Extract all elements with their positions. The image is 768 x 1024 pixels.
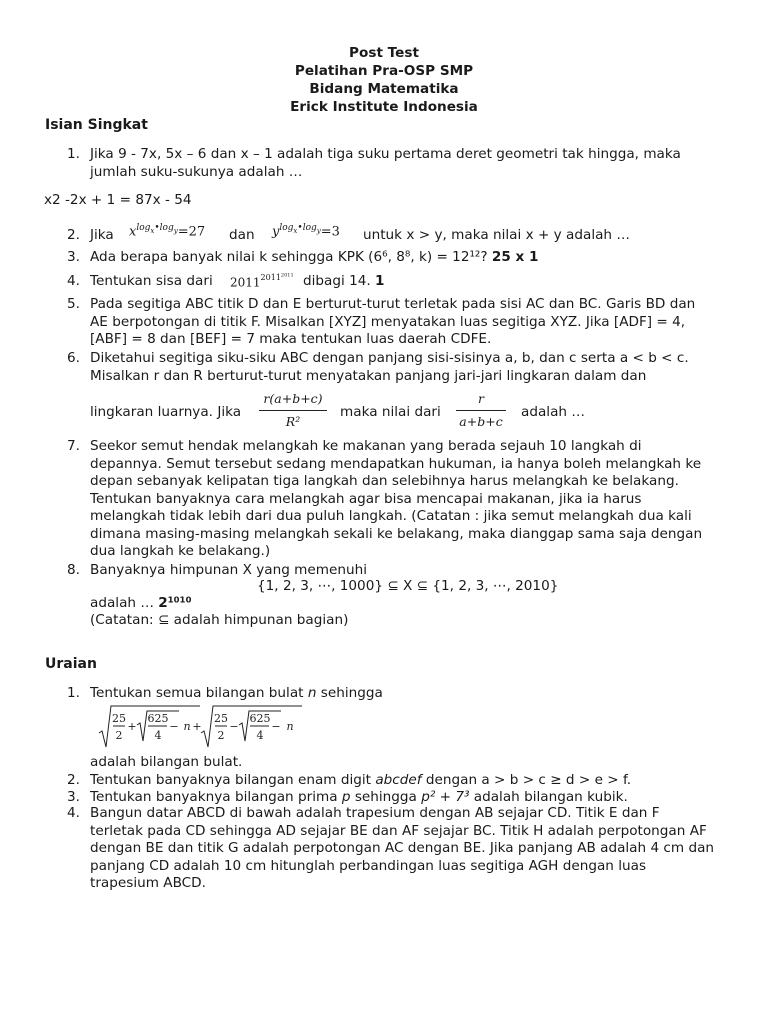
variable: n bbox=[307, 685, 317, 701]
question-number: 3. bbox=[67, 789, 80, 805]
svg-text:−: − bbox=[271, 720, 281, 733]
question-text: Ada berapa banyak nilai k sehingga KPK (6⁶, 8⁸, k) = 12¹²? bbox=[90, 249, 488, 265]
question-2 bbox=[67, 220, 716, 246]
question-text: maka nilai dari bbox=[340, 404, 441, 420]
svg-text:25: 25 bbox=[214, 712, 228, 725]
question-text: dan bbox=[229, 227, 255, 243]
uraian-question-4 bbox=[67, 805, 716, 895]
svg-text:+: + bbox=[127, 720, 137, 733]
svg-text:2: 2 bbox=[115, 729, 123, 742]
handwritten-note: x2 -2x + 1 = 87x - 54 bbox=[44, 192, 192, 208]
variable: abcdef bbox=[375, 772, 422, 788]
header-field: Bidang Matematika bbox=[309, 81, 459, 97]
svg-text:−: − bbox=[169, 720, 179, 733]
expression: p² + 7³ bbox=[421, 789, 470, 805]
header-institute: Erick Institute Indonesia bbox=[290, 99, 478, 115]
question-text: sehingga bbox=[320, 685, 383, 701]
question-number: 8. bbox=[67, 562, 80, 578]
question-7 bbox=[67, 438, 716, 564]
equation-2: $y^{log_x•log_y}=3$ bbox=[272, 223, 340, 240]
question-number: 7. bbox=[67, 438, 80, 454]
question-number: 1. bbox=[67, 685, 80, 701]
question-text: lingkaran luarnya. Jika bbox=[90, 404, 242, 420]
question-text: Tentukan banyaknya bilangan prima bbox=[90, 789, 338, 805]
handwritten-answer: 25 x 1 bbox=[491, 249, 539, 265]
variable: p bbox=[341, 789, 351, 805]
question-text: Bangun datar ABCD di bawah adalah trapesium dengan AB sejajar CD. Titik E dan F terletak pada CD sehingga AD sejajar BE dan AF sejajar BC. Titik H adalah perpotongan AF dengan BE dan titik G adalah perpotongan AC dengan BE. Jika panjang AB adalah 4 cm dan panjang CD adalah 10 cm hitunglah perbandingan luas segitiga AGH dengan luas trapesium ABCD. bbox=[90, 805, 715, 891]
question-5 bbox=[67, 296, 716, 350]
question-number: 4. bbox=[67, 805, 80, 821]
question-8 bbox=[67, 562, 716, 634]
uraian-question-1 bbox=[67, 685, 716, 771]
question-6 bbox=[67, 350, 716, 430]
svg-text:+: + bbox=[192, 720, 202, 733]
svg-text:−: − bbox=[229, 720, 239, 733]
question-text: Tentukan sisa dari bbox=[90, 273, 213, 289]
question-text: dengan a > b > c ≥ d > e > f. bbox=[425, 772, 632, 788]
header-subtitle: Pelatihan Pra-OSP SMP bbox=[294, 63, 474, 79]
equation-1: $x^{log_x•log_y}=27$ bbox=[129, 223, 206, 240]
question-text: untuk x > y, maka nilai x + y adalah … bbox=[363, 227, 630, 243]
question-text: adalah … bbox=[90, 595, 154, 611]
svg-text:n: n bbox=[183, 720, 191, 733]
question-text: Banyaknya himpunan X yang memenuhi bbox=[90, 562, 367, 578]
question-text: Tentukan banyaknya bilangan enam digit bbox=[90, 772, 371, 788]
handwritten-answer: 1 bbox=[375, 273, 385, 289]
handwritten-answer: 2¹⁰¹⁰ bbox=[158, 595, 192, 611]
power-expression: $2011^{2011^{2011}}$ bbox=[230, 272, 294, 290]
question-number: 5. bbox=[67, 296, 80, 312]
svg-text:4: 4 bbox=[256, 729, 264, 742]
svg-text:625: 625 bbox=[249, 712, 271, 725]
question-number: 1. bbox=[67, 146, 80, 162]
question-note: (Catatan: ⊆ adalah himpunan bagian) bbox=[90, 612, 349, 628]
svg-text:625: 625 bbox=[147, 712, 169, 725]
question-text: dibagi 14. bbox=[303, 273, 371, 289]
question-number: 6. bbox=[67, 350, 80, 366]
svg-text:4: 4 bbox=[154, 729, 162, 742]
question-number: 2. bbox=[67, 227, 80, 243]
set-formula: {1, 2, 3, ⋯, 1000} ⊆ X ⊆ {1, 2, 3, ⋯, 2010} bbox=[257, 578, 559, 594]
question-4 bbox=[67, 266, 716, 294]
question-text: sehingga bbox=[354, 789, 417, 805]
question-text: Tentukan semua bilangan bulat bbox=[90, 685, 304, 701]
question-text: adalah … bbox=[521, 404, 585, 420]
section-uraian-title: Uraian bbox=[45, 656, 97, 672]
fraction-2: r a+b+c bbox=[456, 390, 506, 430]
header-title: Post Test bbox=[349, 45, 419, 61]
question-number: 4. bbox=[67, 273, 80, 289]
section-isian-singkat-title: Isian Singkat bbox=[45, 117, 148, 133]
question-text: adalah bilangan kubik. bbox=[473, 789, 628, 805]
question-number: 3. bbox=[67, 249, 80, 265]
uraian-question-2 bbox=[67, 772, 716, 790]
question-number: 2. bbox=[67, 772, 80, 788]
question-text: Jika 9 - 7x, 5x – 6 dan x – 1 adalah tiga suku pertama deret geometri tak hingga, maka jumlah suku-sukunya adalah … bbox=[90, 146, 681, 180]
question-text: Seekor semut hendak melangkah ke makanan yang berada sejauh 10 langkah di depannya. Semut tersebut sedang mendapatkan hukuman, ia hanya boleh melangkah ke depan sebanyak kelipatan tiga langkah dan selebihnya harus melangkah ke belakang. Tentukan banyaknya cara melangkah agar bisa mencapai makanan, jika ia harus melangkah tidak lebih dari dua puluh langkah. (Catatan : jika semut melangkah dua kali dimana masing-masing melangkah sekali ke belakang, maka dianggap sama saja dengan dua langkah ke belakang.) bbox=[90, 438, 703, 559]
question-3 bbox=[67, 249, 716, 267]
question-1 bbox=[67, 146, 716, 182]
fraction-1: r(a+b+c) R² bbox=[259, 390, 327, 430]
svg-text:2: 2 bbox=[217, 729, 225, 742]
document-header bbox=[0, 44, 768, 116]
svg-text:n: n bbox=[286, 720, 294, 733]
question-text: Jika bbox=[90, 227, 114, 243]
question-text: Pada segitiga ABC titik D dan E berturut-turut terletak pada sisi AC dan BC. Garis BD dan AE berpotongan di titik F. Misalkan [XYZ] menyatakan luas segitiga XYZ. Jika [ADF] = 4, [ABF] = 8 dan [BEF] = 7 maka tentukan luas daerah CDFE. bbox=[90, 296, 696, 347]
svg-text:25: 25 bbox=[112, 712, 126, 725]
question-text: Diketahui segitiga siku-siku ABC dengan panjang sisi-sisinya a, b, dan c serta a < b < c. Misalkan r dan R berturut-turut menyatakan panjang jari-jari lingkaran dalam dan bbox=[90, 350, 689, 384]
nested-radical-formula bbox=[97, 703, 307, 749]
question-text: adalah bilangan bulat. bbox=[90, 754, 243, 770]
